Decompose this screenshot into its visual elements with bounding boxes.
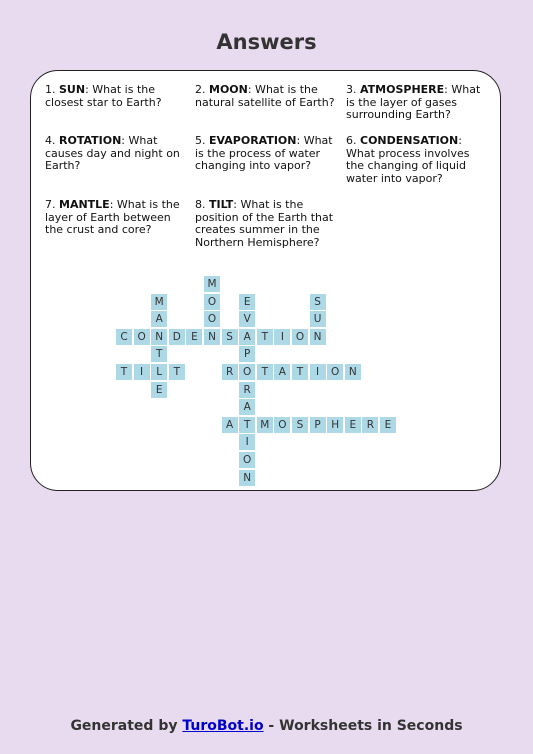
clue-6 bbox=[346, 135, 491, 185]
clue-text: : What is the closest star to Earth? bbox=[45, 83, 162, 109]
clue-number: 3. bbox=[346, 83, 357, 96]
clue-text: : What is the process of water changing into vapor? bbox=[195, 134, 333, 173]
footer-prefix: Generated by bbox=[70, 718, 183, 734]
crossword-cell: A bbox=[239, 399, 255, 415]
clue-text: : What is the layer of Earth between the crust and core? bbox=[45, 198, 180, 237]
crossword-cell: S bbox=[222, 329, 238, 345]
clue-number: 2. bbox=[195, 83, 206, 96]
crossword-cell: I bbox=[274, 329, 290, 345]
crossword-cell: I bbox=[310, 364, 326, 380]
clue-answer: SUN bbox=[59, 83, 86, 96]
clue-answer: TILT bbox=[209, 198, 234, 211]
crossword-cell: R bbox=[362, 417, 378, 433]
clue-number: 5. bbox=[195, 134, 206, 147]
clue-number: 6. bbox=[346, 134, 357, 147]
crossword-cell: E bbox=[186, 329, 202, 345]
crossword-cell: I bbox=[239, 434, 255, 450]
crossword-cell: N bbox=[204, 329, 220, 345]
crossword-cell: A bbox=[274, 364, 290, 380]
crossword-cell: T bbox=[239, 417, 255, 433]
crossword-cell: C bbox=[116, 329, 132, 345]
crossword-cell: T bbox=[257, 364, 273, 380]
crossword-cell: O bbox=[239, 364, 255, 380]
crossword-cell: T bbox=[116, 364, 132, 380]
crossword-cell: A bbox=[222, 417, 238, 433]
crossword-cell: T bbox=[292, 364, 308, 380]
crossword-cell: O bbox=[204, 311, 220, 327]
crossword-cell: L bbox=[151, 364, 167, 380]
crossword-cell: P bbox=[310, 417, 326, 433]
clue-text: : What is the position of the Earth that creates summer in the Northern Hemisphere? bbox=[195, 198, 334, 249]
page-title: Answers bbox=[216, 30, 317, 54]
crossword-cell: T bbox=[257, 329, 273, 345]
clue-1 bbox=[45, 84, 190, 109]
clue-answer: ATMOSPHERE bbox=[360, 83, 445, 96]
crossword-cell: I bbox=[134, 364, 150, 380]
crossword-cell: O bbox=[274, 417, 290, 433]
crossword-cell: P bbox=[239, 346, 255, 362]
crossword-cell: S bbox=[292, 417, 308, 433]
crossword-cell: O bbox=[292, 329, 308, 345]
crossword-cell: E bbox=[345, 417, 361, 433]
crossword-cell: R bbox=[239, 382, 255, 398]
clue-answer: MANTLE bbox=[59, 198, 110, 211]
clue-answer: ROTATION bbox=[59, 134, 122, 147]
clue-text: : What is the natural satellite of Earth? bbox=[195, 83, 335, 109]
crossword-cell: O bbox=[327, 364, 343, 380]
clue-8 bbox=[195, 199, 340, 249]
crossword-cell: A bbox=[151, 311, 167, 327]
clue-4 bbox=[45, 135, 190, 173]
crossword-cell: E bbox=[380, 417, 396, 433]
clue-2 bbox=[195, 84, 340, 109]
crossword-cell: T bbox=[169, 364, 185, 380]
clue-answer: EVAPORATION bbox=[209, 134, 297, 147]
crossword-cell: H bbox=[327, 417, 343, 433]
crossword-cell: N bbox=[239, 470, 255, 486]
crossword-cell: O bbox=[134, 329, 150, 345]
clue-7 bbox=[45, 199, 190, 237]
crossword-cell: N bbox=[310, 329, 326, 345]
clue-answer: CONDENSATION bbox=[360, 134, 459, 147]
crossword-cell: E bbox=[151, 382, 167, 398]
crossword-cell: R bbox=[222, 364, 238, 380]
crossword-cell: A bbox=[239, 329, 255, 345]
crossword-cell: N bbox=[151, 329, 167, 345]
footer bbox=[0, 718, 533, 734]
crossword-cell: M bbox=[204, 276, 220, 292]
clue-text: : What process involves the changing of liquid water into vapor? bbox=[346, 134, 470, 185]
clue-number: 7. bbox=[45, 198, 56, 211]
crossword-cell: N bbox=[345, 364, 361, 380]
crossword-cell: S bbox=[310, 294, 326, 310]
turobot-link[interactable]: TuroBot.io bbox=[182, 718, 264, 734]
crossword-cell: V bbox=[239, 311, 255, 327]
crossword-cell: T bbox=[151, 346, 167, 362]
clue-number: 1. bbox=[45, 83, 56, 96]
crossword-cell: U bbox=[310, 311, 326, 327]
crossword-cell: M bbox=[151, 294, 167, 310]
clue-answer: MOON bbox=[209, 83, 248, 96]
clue-text: : What causes day and night on Earth? bbox=[45, 134, 180, 173]
crossword-cell: O bbox=[204, 294, 220, 310]
clue-text: : What is the layer of gases surrounding Earth? bbox=[346, 83, 481, 122]
clue-number: 8. bbox=[195, 198, 206, 211]
crossword-cell: D bbox=[169, 329, 185, 345]
clue-5 bbox=[195, 135, 340, 173]
clue-number: 4. bbox=[45, 134, 56, 147]
crossword-cell: E bbox=[239, 294, 255, 310]
crossword-cell: O bbox=[239, 452, 255, 468]
clue-3 bbox=[346, 84, 491, 122]
footer-suffix: - Worksheets in Seconds bbox=[263, 718, 463, 734]
crossword-cell: M bbox=[257, 417, 273, 433]
